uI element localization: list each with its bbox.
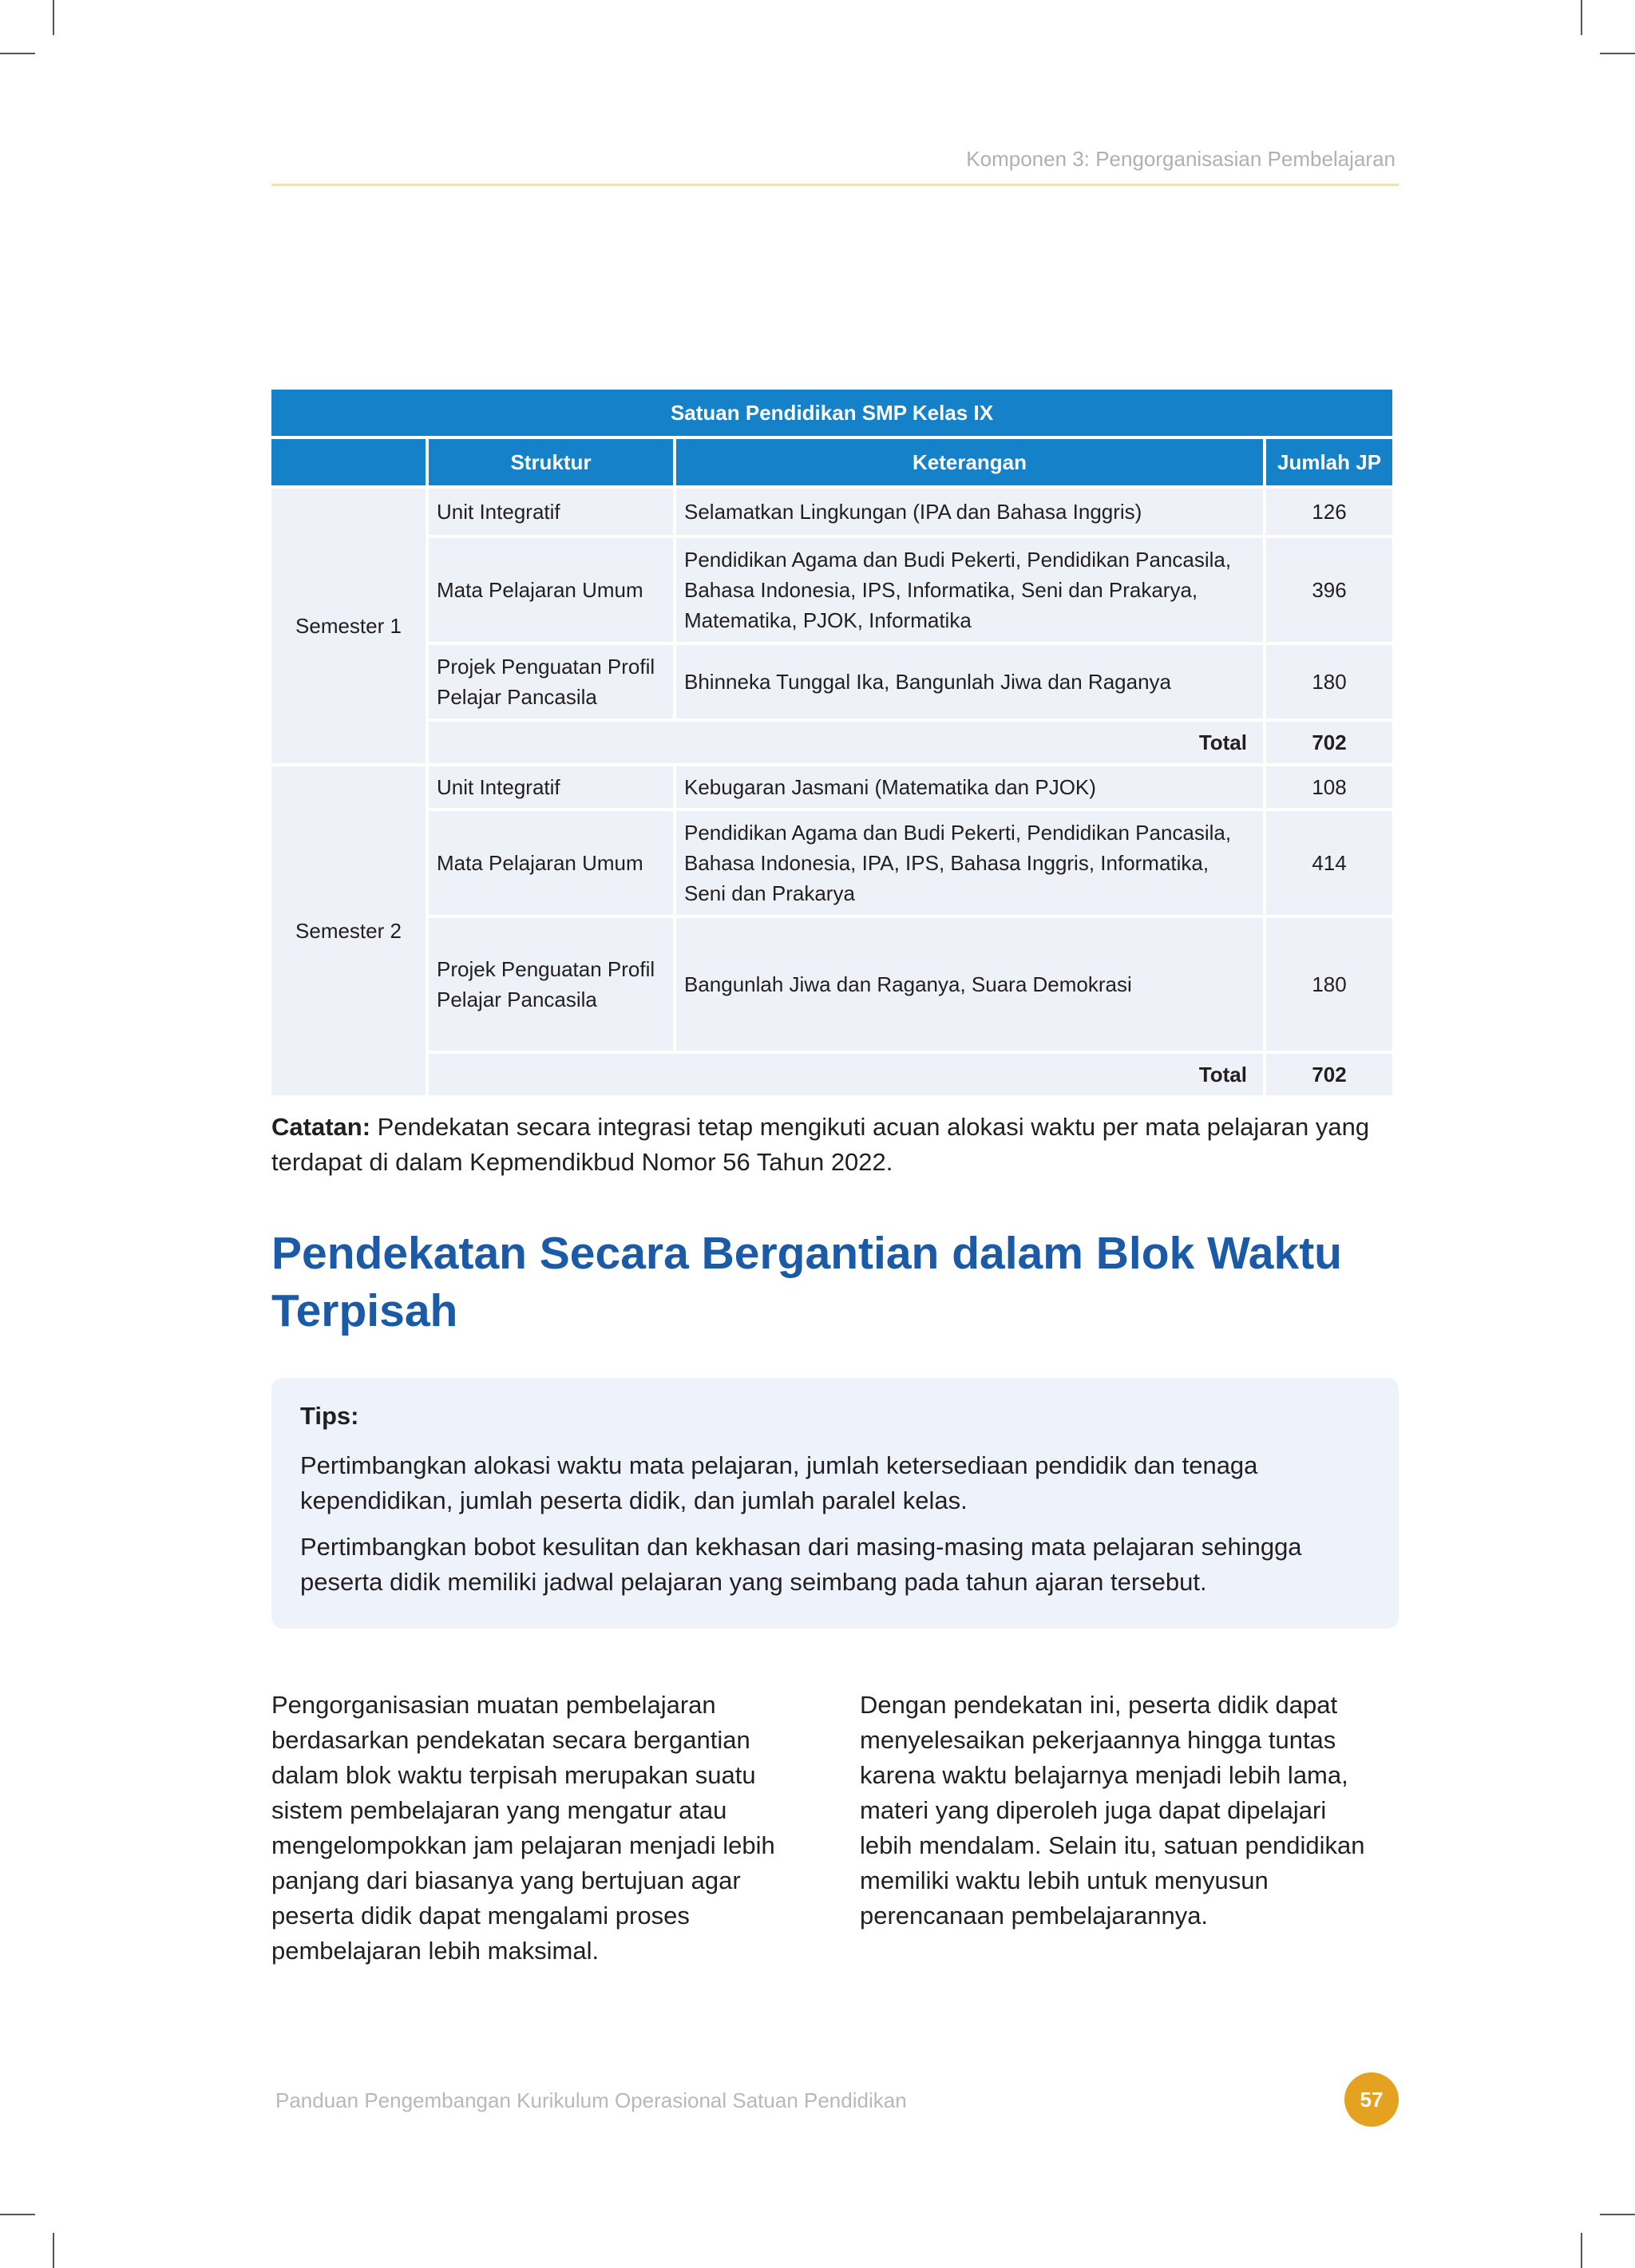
table-row — [271, 489, 1392, 535]
section-title: Pendekatan Secara Bergantian dalam Blok Waktu Terpisah — [271, 1228, 1343, 1336]
crop-mark — [0, 2214, 35, 2215]
jp-cell: 180 — [1266, 645, 1392, 718]
keterangan-cell: Pendidikan Agama dan Budi Pekerti, Pendidikan Pancasila, Bahasa Indonesia, IPS, Informatika, Seni dan Prakarya, Matematika, PJOK, Informatika — [676, 538, 1263, 642]
keterangan-cell: Selamatkan Lingkungan (IPA dan Bahasa Inggris) — [676, 489, 1263, 535]
semester-label: Semester 1 — [271, 489, 426, 763]
tips-box — [271, 1378, 1399, 1629]
note-label: Catatan: — [271, 1113, 371, 1141]
table-row — [271, 538, 1392, 642]
struktur-cell: Unit Integratif — [429, 489, 673, 535]
struktur-cell: Mata Pelajaran Umum — [429, 811, 673, 915]
running-head: Komponen 3: Pengorganisasian Pembelajaran — [966, 147, 1395, 171]
table-header-row — [271, 439, 1392, 485]
total-label: Total — [429, 1054, 1263, 1095]
total-row — [271, 722, 1392, 763]
jp-cell: 414 — [1266, 811, 1392, 915]
jp-cell: 108 — [1266, 766, 1392, 808]
crop-mark — [1581, 0, 1582, 35]
crop-mark — [53, 2233, 54, 2268]
semester-label: Semester 2 — [271, 766, 426, 1095]
keterangan-cell: Pendidikan Agama dan Budi Pekerti, Pendidikan Pancasila, Bahasa Indonesia, IPA, IPS, Bahasa Inggris, Informatika, Seni dan Prakarya — [676, 811, 1263, 915]
struktur-cell: Mata Pelajaran Umum — [429, 538, 673, 642]
crop-mark — [0, 53, 35, 54]
total-row — [271, 1054, 1392, 1095]
table-row — [271, 918, 1392, 1051]
page-number-badge: 57 — [1344, 2072, 1399, 2127]
header-rule — [271, 184, 1399, 186]
column-header-blank — [271, 439, 426, 485]
table-row — [271, 766, 1392, 808]
note-text: Pendekatan secara integrasi tetap mengikuti acuan alokasi waktu per mata pelajaran yang terdapat di dalam Kepmendikbud Nomor 56 Tahun 2022. — [271, 1113, 1370, 1176]
crop-mark — [1600, 2214, 1635, 2215]
jp-cell: 126 — [1266, 489, 1392, 535]
tips-paragraph: Pertimbangkan bobot kesulitan dan kekhasan dari masing-masing mata pelajaran sehingga peserta didik memiliki jadwal pelajaran yang seimbang pada tahun ajaran tersebut. — [300, 1533, 1302, 1596]
struktur-cell: Unit Integratif — [429, 766, 673, 808]
keterangan-cell: Kebugaran Jasmani (Matematika dan PJOK) — [676, 766, 1263, 808]
column-header-jumlah-jp: Jumlah JP — [1266, 439, 1392, 485]
table-title: Satuan Pendidikan SMP Kelas IX — [271, 390, 1392, 436]
keterangan-cell: Bhinneka Tunggal Ika, Bangunlah Jiwa dan Raganya — [676, 645, 1263, 718]
crop-mark — [53, 0, 54, 35]
crop-mark — [1600, 53, 1635, 54]
column-header-struktur: Struktur — [429, 439, 673, 485]
body-column-right: Dengan pendekatan ini, peserta didik dapat menyelesaikan pekerjaannya hingga tuntas karena waktu belajarnya menjadi lebih lama, materi yang diperoleh juga dapat dipelajari lebih mendalam. Selain itu, satuan pendidikan memiliki waktu lebih untuk menyusun perencanaan pembelajarannya. — [860, 1691, 1365, 1930]
table-row — [271, 811, 1392, 915]
jp-cell: 396 — [1266, 538, 1392, 642]
total-value: 702 — [1266, 1054, 1392, 1095]
struktur-cell: Projek Penguatan Profil Pelajar Pancasila — [429, 918, 673, 1051]
crop-mark — [1581, 2233, 1582, 2268]
table-row — [271, 645, 1392, 718]
footer-title: Panduan Pengembangan Kurikulum Operasional Satuan Pendidikan — [275, 2088, 907, 2112]
body-column-left: Pengorganisasian muatan pembelajaran berdasarkan pendekatan secara bergantian dalam blok waktu terpisah merupakan suatu sistem pembelajaran yang mengatur atau mengelompokkan jam pelajaran menjadi lebih panjang dari biasanya yang bertujuan agar peserta didik dapat mengalami proses pembelajaran lebih maksimal. — [271, 1691, 775, 1965]
tips-title: Tips: — [300, 1402, 359, 1430]
total-value: 702 — [1266, 722, 1392, 763]
table-note — [271, 1110, 1405, 1180]
jp-cell: 180 — [1266, 918, 1392, 1051]
allocation-table — [268, 386, 1395, 1098]
struktur-cell: Projek Penguatan Profil Pelajar Pancasila — [429, 645, 673, 718]
tips-paragraph: Pertimbangkan alokasi waktu mata pelajaran, jumlah ketersediaan pendidik dan tenaga kependidikan, jumlah peserta didik, dan jumlah paralel kelas. — [300, 1451, 1258, 1514]
total-label: Total — [429, 722, 1263, 763]
keterangan-cell: Bangunlah Jiwa dan Raganya, Suara Demokrasi — [676, 918, 1263, 1051]
column-header-keterangan: Keterangan — [676, 439, 1263, 485]
